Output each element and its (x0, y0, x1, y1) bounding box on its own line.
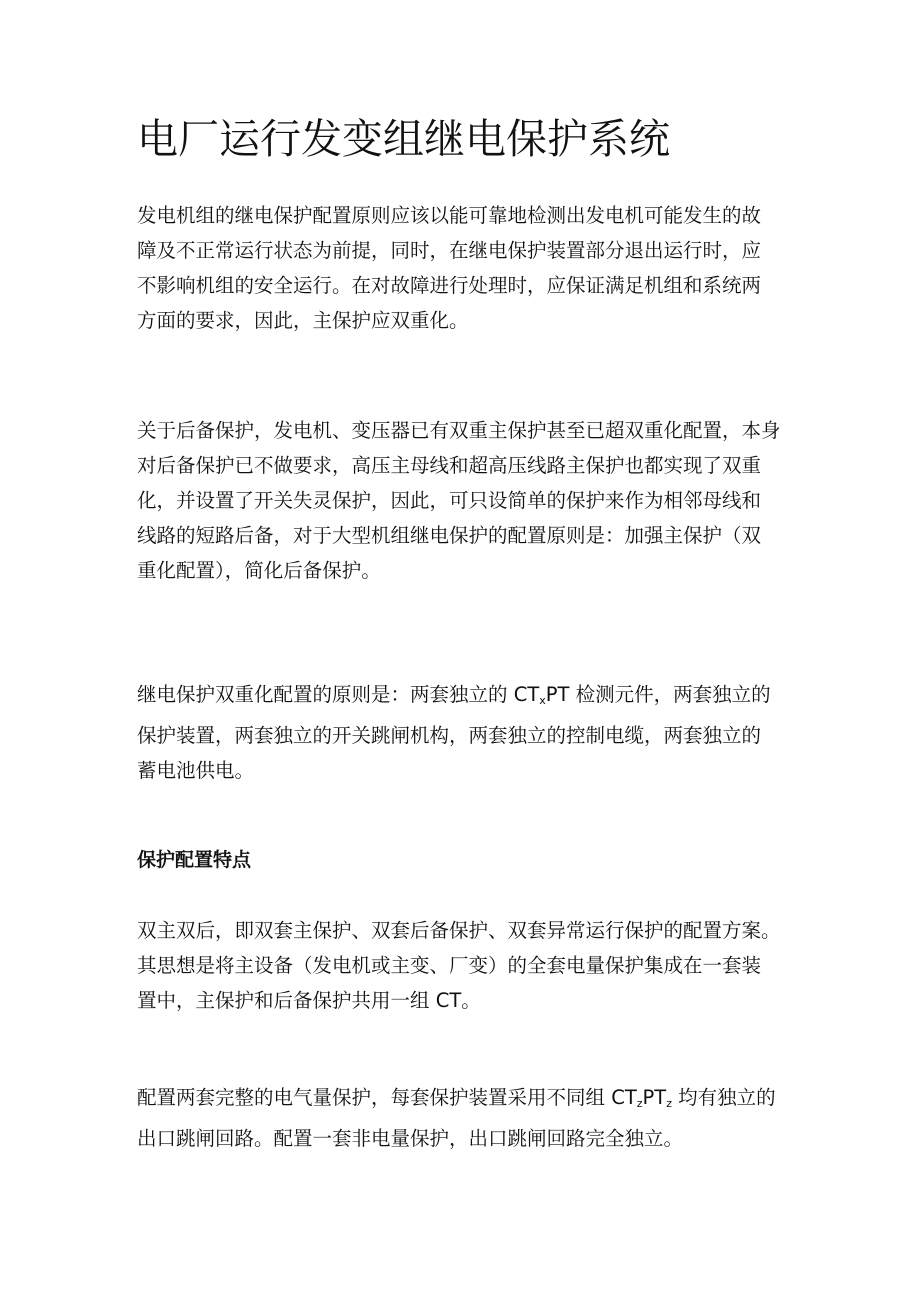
paragraph-line: 置中，主保护和后备保护共用一组 CT。 (137, 989, 481, 1012)
paragraph-dual-main-dual-backup (137, 913, 797, 1018)
paragraph-line: 线路的短路后备，对于大型机组继电保护的配置原则是：加强主保护（双 (137, 524, 762, 547)
paragraph-dual-config-principle (137, 677, 797, 788)
text-run: 继电保护双重化配置的原则是：两套独立的 CT (137, 683, 540, 706)
subscript: z (666, 1097, 672, 1110)
subscript: x (539, 694, 546, 707)
paragraph-line: 出口跳闸回路。配置一套非电量保护，出口跳闸回路完全独立。 (137, 1127, 684, 1150)
paragraph-line: 方面的要求，因此，主保护应双重化。 (137, 309, 469, 332)
paragraph-line: 对后备保护已不做要求，高压主母线和超高压线路主保护也都实现了双重 (137, 454, 762, 477)
text-run: 配置两套完整的电气量保护，每套保护装置采用不同组 CT (137, 1086, 637, 1109)
paragraph-line: 不影响机组的安全运行。在对故障进行处理时，应保证满足机组和系统两 (137, 274, 762, 297)
paragraph-line: 保护装置，两套独立的开关跳闸机构，两套独立的控制电缆，两套独立的 (137, 724, 762, 747)
paragraph-line: 化，并设置了开关失灵保护，因此，可只设简单的保护来作为相邻母线和 (137, 489, 762, 512)
paragraph-line: 重化配置），简化后备保护。 (137, 559, 381, 582)
paragraph-line (137, 1080, 797, 1121)
text-run: PT 检测元件，两套独立的 (545, 683, 771, 706)
text-run: PT (642, 1086, 667, 1109)
subscript: z (636, 1097, 643, 1110)
paragraph-line (137, 677, 797, 718)
page-title: 电厂运行发变组继电保护系统 (137, 115, 670, 163)
paragraph-line: 蓄电池供电。 (137, 759, 255, 782)
paragraph-line: 发电机组的继电保护配置原则应该以能可靠地检测出发电机可能发生的故 (137, 204, 762, 227)
section-heading: 保护配置特点 (137, 849, 252, 871)
paragraph-backup-protection (137, 413, 797, 588)
paragraph-intro (137, 198, 797, 338)
text-run: 均有独立的 (671, 1086, 776, 1109)
paragraph-line: 障及不正常运行状态为前提，同时，在继电保护装置部分退出运行时，应 (137, 239, 762, 262)
paragraph-line: 双主双后，即双套主保护、双套后备保护、双套异常运行保护的配置方案。 (137, 919, 781, 942)
paragraph-two-sets-protection (137, 1080, 797, 1156)
paragraph-line: 关于后备保护，发电机、变压器已有双重主保护甚至已超双重化配置，本身 (137, 419, 781, 442)
paragraph-line: 其思想是将主设备（发电机或主变、厂变）的全套电量保护集成在一套装 (137, 954, 762, 977)
